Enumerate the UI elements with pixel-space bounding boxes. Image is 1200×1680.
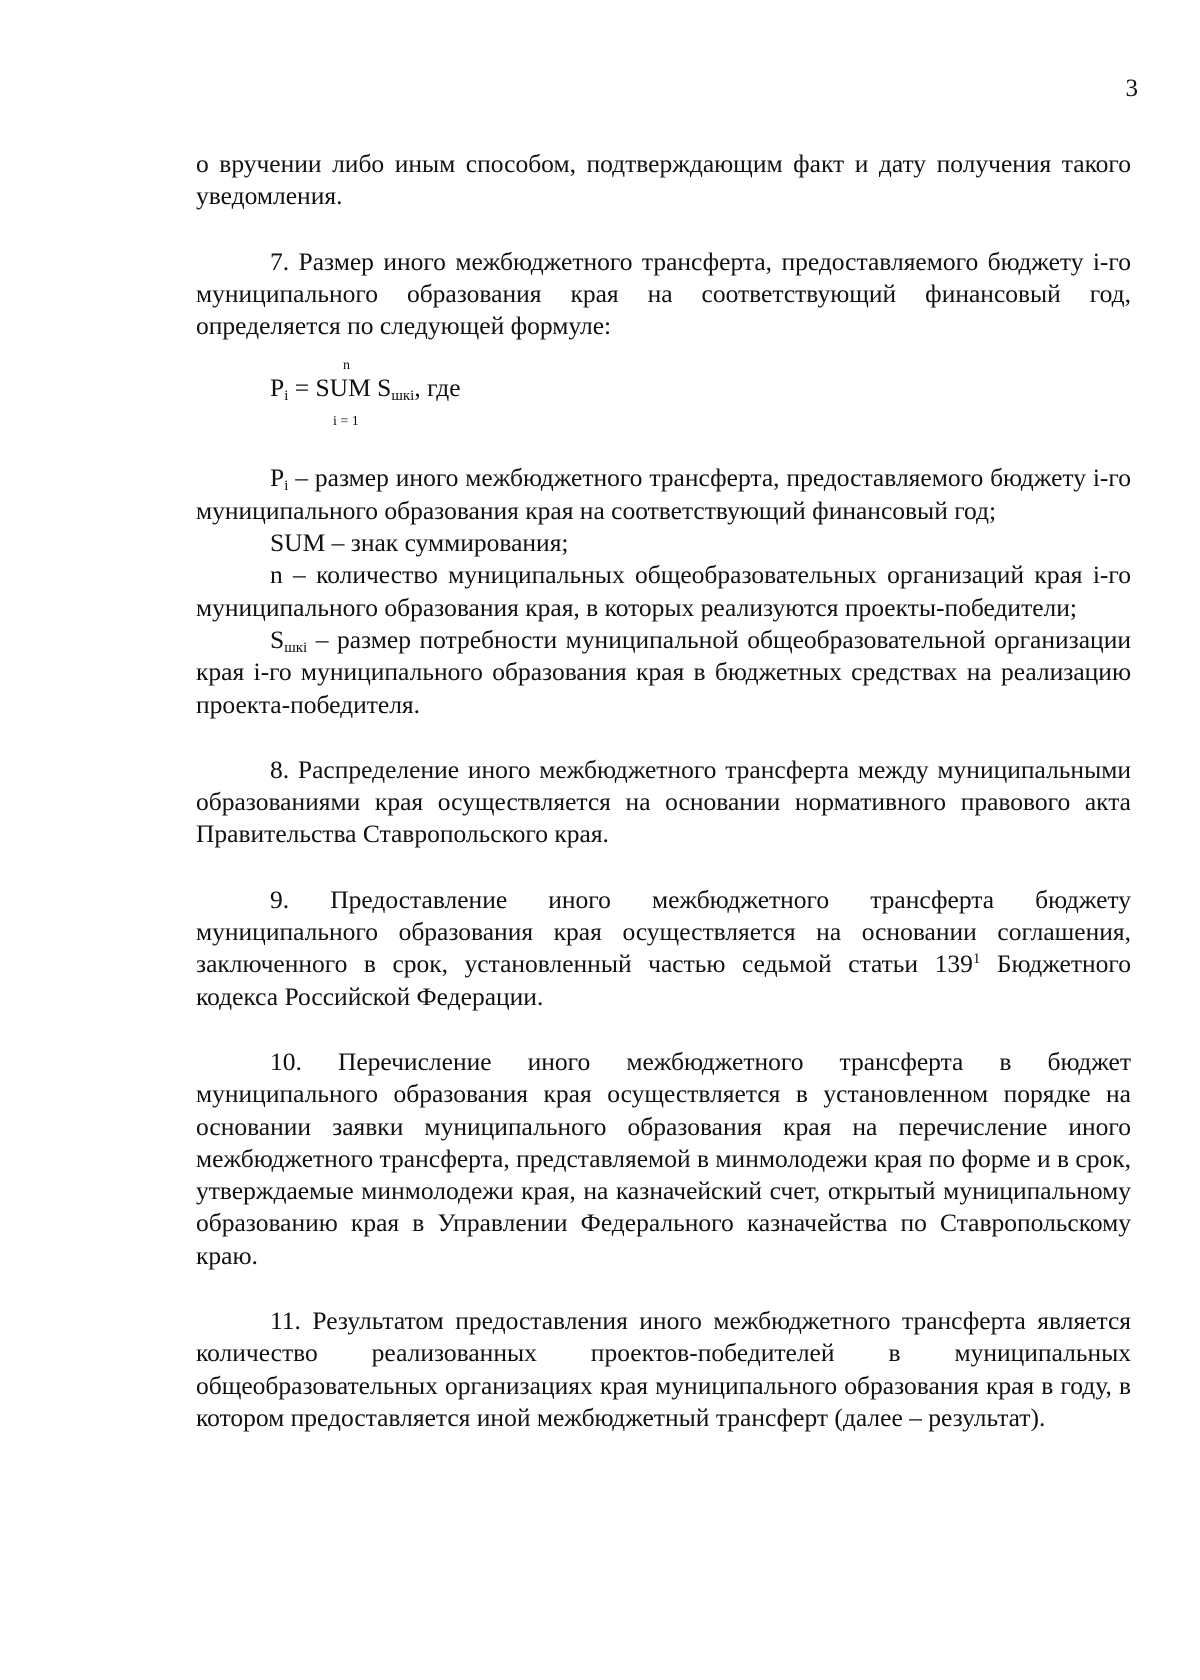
formula-lower-limit: i = 1 [333,414,359,430]
formula-main [270,372,461,404]
paragraph-gap [196,1013,1131,1046]
definition-pi-subscript: i [284,478,289,495]
document-body [196,148,1131,1434]
definition-s-text: – размер потребности муниципальной общеобразовательной организации края i-го муниципального образования края в бюджетных средствах на реализацию проекта-победителя. [196,624,1131,719]
paragraph-8: 8. Распределение иного межбюджетного трансферта между муниципальными образованиями края осуществляется на основании нормативного правового акта Правительства Ставропольского края. [196,754,1131,849]
definition-pi [196,462,1131,527]
definition-pi-text: – размер иного межбюджетного трансферта, предоставляемого бюджету i-го муниципального образования края на соответствующий финансовый год; [196,463,1131,525]
paragraph-9-text-b: Бюджетного кодекса Российской Федерации. [196,949,1131,1011]
definition-s-subscript: шкi [284,639,308,656]
paragraph-9 [196,884,1131,1013]
formula-tail: , где [414,373,461,403]
paragraph-9-superscript: 1 [972,951,981,968]
paragraph-gap [196,213,1131,246]
formula-sum: SUM [315,373,371,403]
paragraph-11: 11. Результатом предоставления иного межбюджетного трансферта является количество реализованных проектов-победителей в муниципальных общеобразовательных организациях края муниципального образования края в году, в котором предоставляется иной межбюджетный трансферт (далее – результат). [196,1306,1131,1432]
formula-equals: = [288,373,316,403]
definition-sum: SUM – знак суммирования; [270,528,569,558]
paragraph-10: 10. Перечисление иного межбюджетного трансферта в бюджет муниципального образования края осуществляется в установленном порядке на основании заявки муниципального образования края на перечисление иного межбюджетного трансферта, представляемой в минмолодежи края по форме и в срок, утверждаемые минмолодежи края, на казначейский счет, открытый муниципальному образованию края в Управлении Федерального казначейства по Ставропольскому краю. [196,1046,1131,1270]
definition-pi-symbol: P [270,463,285,493]
definition-s [196,624,1131,721]
paragraph-intro: о вручении либо иным способом, подтверждающим факт и дату получения такого уведомления. [196,149,1131,211]
definition-s-symbol: S [270,624,285,654]
paragraph-9-text-a: 9. Предоставление иного межбюджетного трансферта бюджету муниципального образования края осуществляется на основании соглашения, заключенного в срок, установленный частью седьмой статьи 139 [196,884,1131,979]
definition-n: n – количество муниципальных общеобразовательных организаций края i-го муниципального образования края, в которых реализуются проекты-победители; [196,560,1131,622]
paragraph-7: 7. Размер иного межбюджетного трансферта, предоставляемого бюджету i-го муниципального образования края на соответствующий финансовый год, определяется по следующей формуле: [196,246,1131,341]
paragraph-gap [196,721,1131,754]
paragraph-gap [196,1272,1131,1305]
formula-s-symbol: S [377,373,392,403]
formula-block [270,342,1131,462]
page-number: 3 [1125,75,1138,102]
formula-p-symbol: P [270,373,285,403]
paragraph-gap [196,851,1131,884]
formula-s-subscript: шкi [391,388,415,405]
formula-p-subscript: i [284,388,289,405]
formula-upper-limit: n [343,358,350,374]
